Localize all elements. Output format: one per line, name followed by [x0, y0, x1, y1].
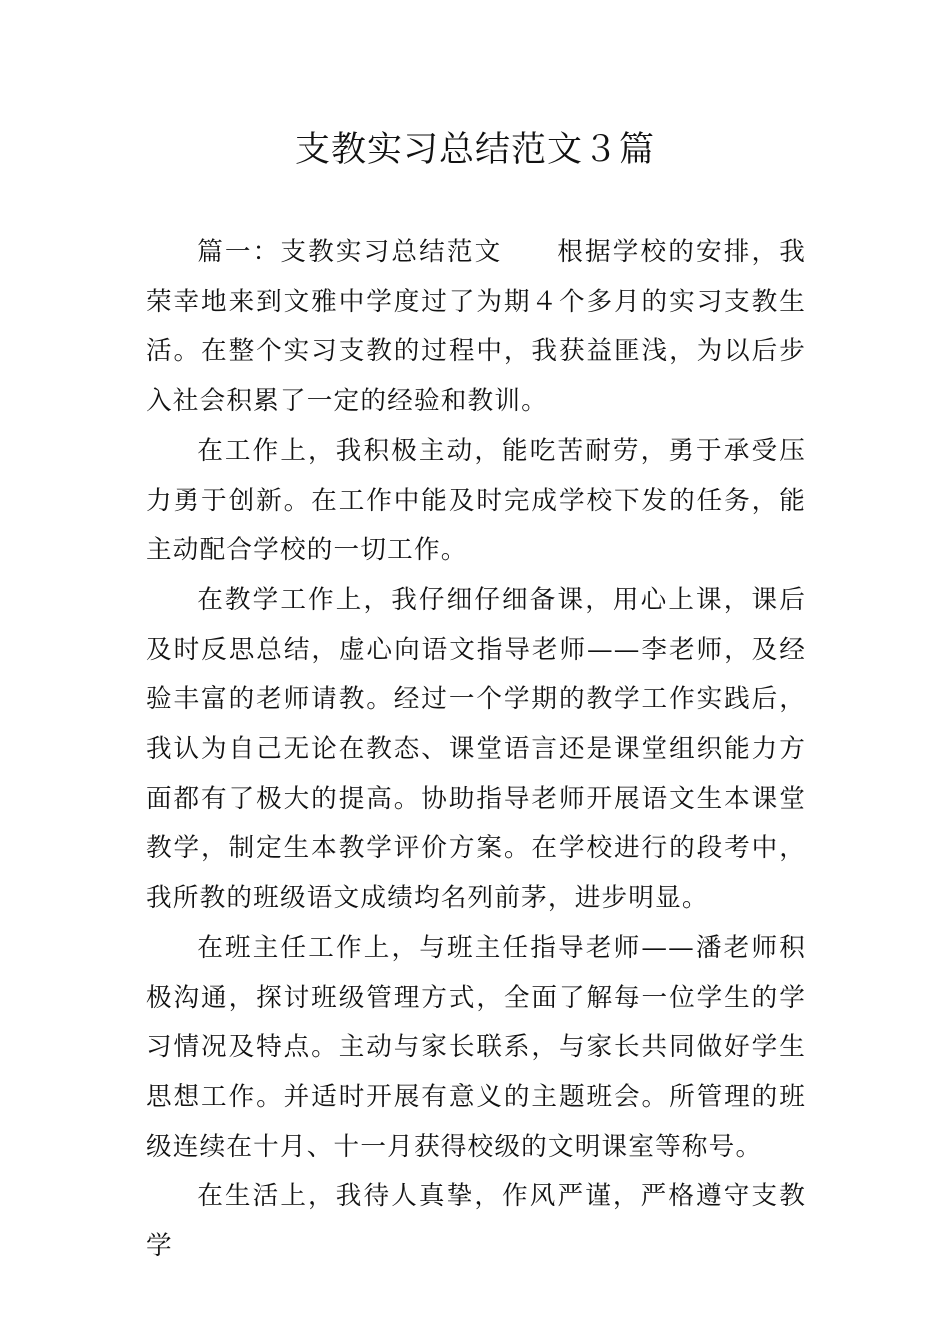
paragraph-1-text: 根据学校的安排，我荣幸地来到文雅中学度过了为期４个多月的实习支教生活。在整个实习支教的过程中，我获益匪浅，为以后步入社会积累了一定的经验和教训。: [146, 237, 806, 417]
paragraph-2: 在工作上，我积极主动，能吃苦耐劳，勇于承受压力勇于创新。在工作中能及时完成学校下发的任务，能主动配合学校的一切工作。: [146, 435, 806, 566]
paragraph-1: [146, 228, 806, 427]
document-body: [146, 228, 806, 1272]
paragraph-3: 在教学工作上，我仔细仔细备课，用心上课，课后及时反思总结，虚心向语文指导老师——李老师，及经验丰富的老师请教。经过一个学期的教学工作实践后，我认为自己无论在教态、课堂语言还是课堂组织能力方面都有了极大的提高。协助指导老师开展语文生本课堂教学，制定生本教学评价方案。在学校进行的段考中，我所教的班级语文成绩均名列前茅，进步明显。: [146, 584, 806, 914]
paragraph-5: 在生活上，我待人真挚，作风严谨，严格遵守支教学: [146, 1181, 806, 1262]
document-title: 支教实习总结范文３篇: [294, 130, 655, 170]
section-heading: 篇一：支教实习总结范文: [197, 237, 503, 267]
paragraph-4: 在班主任工作上，与班主任指导老师——潘老师积极沟通，探讨班级管理方式，全面了解每一位学生的学习情况及特点。主动与家长联系，与家长共同做好学生思想工作。并适时开展有意义的主题班会。所管理的班级连续在十月、十一月获得校级的文明课室等称号。: [146, 932, 806, 1162]
